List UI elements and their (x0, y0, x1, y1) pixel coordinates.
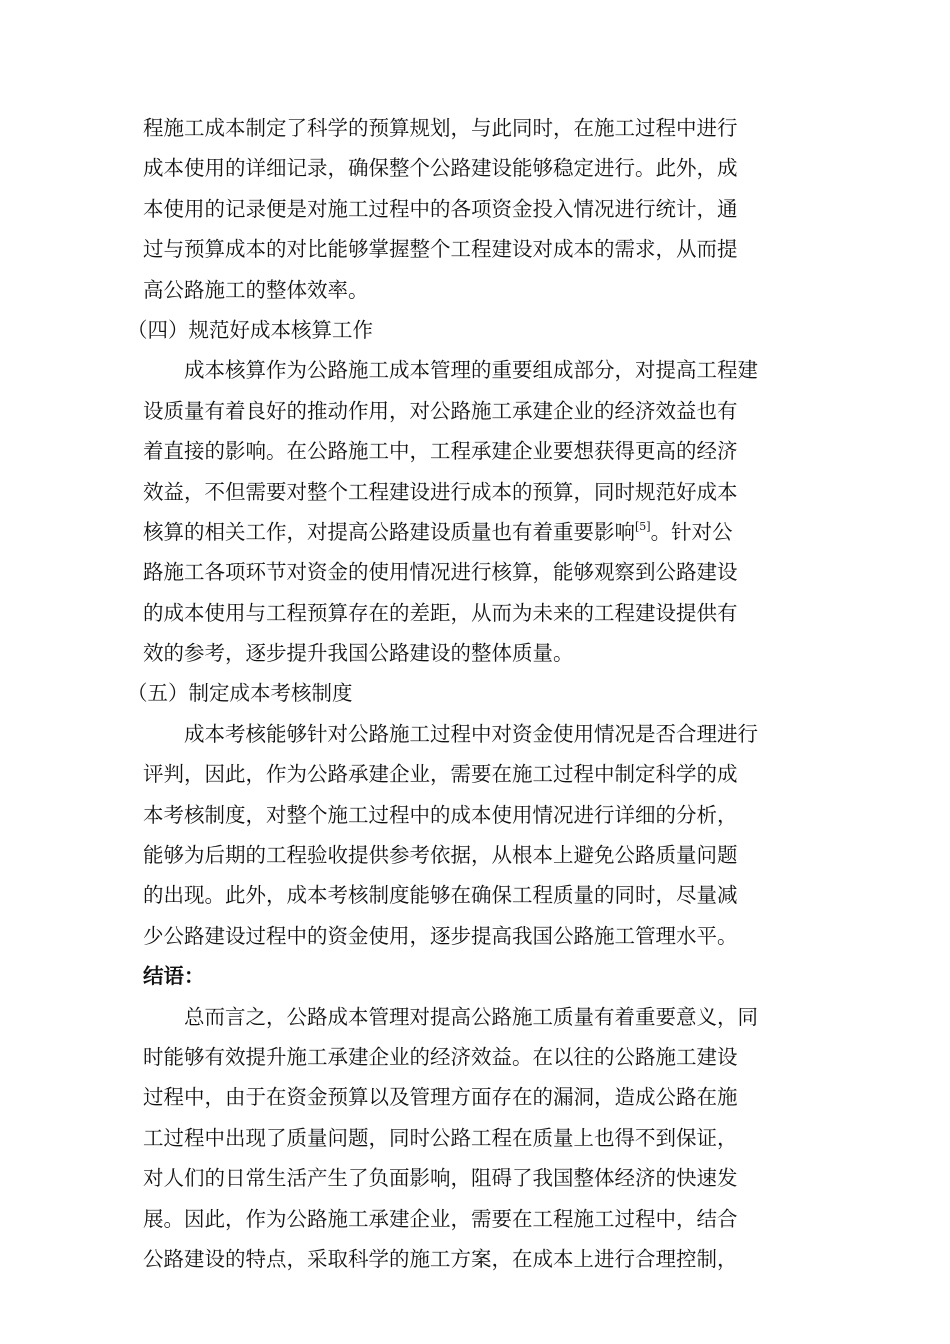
text-line: 过程中，由于在资金预算以及管理方面存在的漏洞，造成公路在施 (143, 1085, 738, 1110)
text-line: 成本使用的详细记录，确保整个公路建设能够稳定进行。此外，成 (143, 156, 738, 181)
citation-reference: [5] (635, 519, 651, 533)
text-line: 本使用的记录便是对施工过程中的各项资金投入情况进行统计，通 (143, 196, 738, 221)
text-line: 设质量有着良好的推动作用，对公路施工承建企业的经济效益也有 (143, 398, 738, 423)
section-heading-5: （五）制定成本考核制度 (127, 681, 353, 706)
text-line: 程施工成本制定了科学的预算规划，与此同时，在施工过程中进行 (143, 116, 738, 140)
text-line: 过与预算成本的对比能够掌握整个工程建设对成本的需求，从而提 (143, 237, 738, 262)
text-line: 成本考核能够针对公路施工过程中对资金使用情况是否合理进行 (184, 721, 758, 746)
paragraph-cost-accounting (143, 350, 813, 673)
text-line: 成本核算作为公路施工成本管理的重要组成部分，对提高工程建 (184, 358, 758, 383)
text-line: 公路建设的特点，采取科学的施工方案，在成本上进行合理控制， (143, 1246, 738, 1271)
paragraph-cost-assessment (143, 714, 813, 956)
text-line: 展。因此，作为公路施工承建企业，需要在工程施工过程中，结合 (143, 1206, 738, 1231)
paragraph-conclusion (143, 997, 813, 1280)
text-line: 少公路建设过程中的资金使用，逐步提高我国公路施工管理水平。 (143, 923, 738, 948)
text-segment: 核算的相关工作，对提高公路建设质量也有着重要影响 (143, 519, 635, 544)
text-line: 高公路施工的整体效率。 (143, 277, 369, 302)
text-line: 本考核制度，对整个施工过程中的成本使用情况进行详细的分析， (143, 802, 738, 827)
conclusion-heading: 结语： (143, 964, 205, 989)
text-line: 效益，不但需要对整个工程建设进行成本的预算，同时规范好成本 (143, 479, 738, 504)
section-heading-4: （四）规范好成本核算工作 (127, 317, 373, 342)
text-segment: 。针对公 (650, 519, 733, 544)
text-line: 评判，因此，作为公路承建企业，需要在施工过程中制定科学的成 (143, 762, 738, 787)
text-line: 的成本使用与工程预算存在的差距，从而为未来的工程建设提供有 (143, 600, 738, 625)
paragraph-budget-records (143, 108, 813, 310)
text-line: 能够为后期的工程验收提供参考依据，从根本上避免公路质量问题 (143, 843, 738, 868)
text-line: 对人们的日常生活产生了负面影响，阻碍了我国整体经济的快速发 (143, 1166, 738, 1191)
text-line: 总而言之，公路成本管理对提高公路施工质量有着重要意义，同 (184, 1004, 758, 1029)
text-line: 时能够有效提升施工承建企业的经济效益。在以往的公路施工建设 (143, 1044, 738, 1069)
text-line: 着直接的影响。在公路施工中，工程承建企业要想获得更高的经济 (143, 439, 738, 464)
text-line: 工过程中出现了质量问题，同时公路工程在质量上也得不到保证， (143, 1125, 738, 1150)
text-line: 的出现。此外，成本考核制度能够在确保工程质量的同时，尽量减 (143, 883, 738, 908)
text-line-with-citation (143, 512, 813, 552)
text-line: 路施工各项环节对资金的使用情况进行核算，能够观察到公路建设 (143, 560, 738, 585)
document-body (127, 108, 813, 1279)
text-line: 效的参考，逐步提升我国公路建设的整体质量。 (143, 641, 574, 666)
